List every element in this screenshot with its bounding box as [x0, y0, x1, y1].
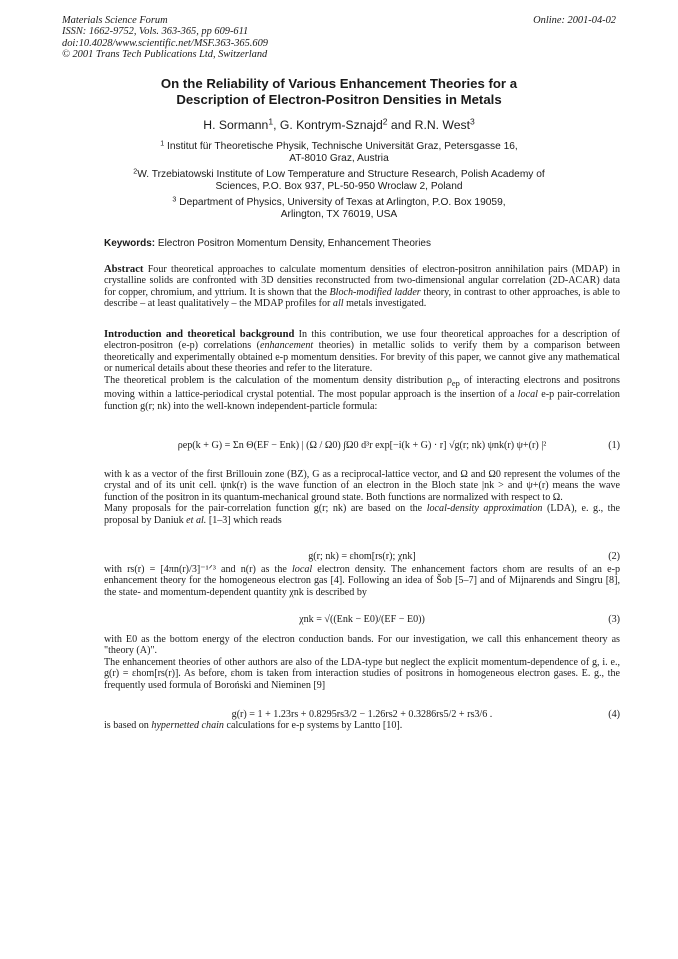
intro-text-5: e-p pair-correlation function g(r; nk) into the well-known independent-particle formula: — [104, 389, 620, 412]
text5-c: calculations for e-p systems by Lantto [10]. — [223, 720, 403, 731]
affil-3-mark: 3 — [172, 195, 177, 204]
intro-text-2: theories) in metallic solids to verify them by a comparison between theoretically and experimentally obtained e-p momentum densities. For brevity of this paper, we cannot give any mathematical or numerical details about these theories and refer to the literature. — [104, 340, 620, 375]
equation-2-formula: g(r; nk) = εhom[rs(r); χnk] — [308, 551, 416, 562]
equation-3-number: (3) — [608, 614, 620, 625]
abstract-text-3: metals investigated. — [343, 298, 427, 310]
intro-text-3: The theoretical problem is the calculation of the momentum density distribution ρ — [104, 374, 452, 386]
intro-sub: ep — [451, 378, 460, 388]
affiliation-1 — [0, 141, 678, 165]
section-heading: Introduction and theoretical background — [104, 329, 295, 340]
online-date: Online: 2001-04-02 — [533, 15, 616, 26]
paragraph-after-eq3 — [104, 634, 620, 691]
author-1: H. Sormann — [203, 118, 269, 132]
affil-2-mark: 2 — [133, 167, 138, 176]
equation-1-formula: ρep(k + G) = Σn Θ(EF − Enk) | (Ω / Ω0) ∫Ω0 d³r exp[−i(k + G) · r] √g(r; nk) ψnk(r) ψ+(r) |² — [177, 440, 547, 451]
paragraph-after-eq2 — [104, 564, 620, 598]
intro-emph-2: local — [517, 389, 538, 401]
title-line-2: Description of Electron-Positron Densities in Metals — [176, 91, 502, 107]
affil-3-line-1: Department of Physics, University of Texas at Arlington, P.O. Box 19059, — [176, 197, 506, 208]
text3-b: local — [291, 564, 313, 575]
paper-title — [0, 76, 678, 107]
text5-a: is based on — [104, 720, 152, 731]
abstract-emph-1: Bloch-modified ladder — [329, 286, 421, 298]
journal-name: Materials Science Forum — [62, 15, 168, 26]
keywords-text: Electron Positron Momentum Density, Enhancement Theories — [155, 238, 431, 249]
equation-3-formula: χnk = √((Enk − E0)/(EF − E0)) — [299, 614, 425, 625]
author-2: , G. Kontrym-Sznajd — [273, 118, 383, 132]
equation-4-number: (4) — [608, 709, 620, 720]
abstract-label: Abstract — [104, 264, 144, 275]
abstract-text-2: theory, in contrast to other approaches, is able to describe – at least qualitatively – the MDAP profiles for — [104, 286, 621, 310]
equation-4-formula: g(r) = 1 + 1.23rs + 0.8295rs3/2 − 1.26rs2 + 0.3286rs5/2 + rs3/6 . — [231, 709, 493, 720]
text5-b: hypernetted chain — [151, 720, 224, 731]
affil-2-line-1: W. Trzebiatowski Institute of Low Temperature and Structure Research, Polish Academy of — [137, 169, 545, 180]
equation-1-number: (1) — [608, 440, 620, 451]
author-3: and R.N. West — [387, 118, 470, 132]
affil-2-line-2: Sciences, P.O. Box 937, PL-50-950 Wroclaw 2, Poland — [215, 181, 463, 192]
paragraph-after-eq4 — [104, 720, 620, 731]
text2-a: Many proposals for the pair-correlation function g(r; nk) are based on the — [104, 503, 427, 515]
author-2-affil: 2 — [382, 116, 388, 127]
text4-line2: The enhancement theories of other authors are also of the LDA-type but neglect the explicit momentum-dependence of g, i. e., g(r) = εhom[rs(r)]. As before, εhom is taken from interaction studies of positrons in homogeneous electron gases. E. g., the frequently used formula of Boroński and Nieminen [9] — [104, 656, 620, 691]
affiliation-3 — [0, 197, 678, 221]
affil-1-mark: 1 — [160, 139, 165, 148]
journal-header — [62, 15, 268, 61]
author-list — [0, 118, 678, 132]
text2-line1: with k as a vector of the first Brillouin zone (BZ), G as a reciprocal-lattice vector, and Ω and Ω0 represent the volumes of the crystal and of its unit cell. ψnk(r) is the wave function of an electron in the Bloch state |nk > and ψ+(r) means the wave function of the positron in its quantum-mechanical ground state. Both functions are normalized with respect to Ω. — [104, 469, 620, 503]
intro-text-1: In this contribution, we use four theoretical approaches for a description of electron-positron (e-p) correlations ( — [104, 329, 620, 352]
author-3-affil: 3 — [469, 116, 475, 127]
keywords — [104, 238, 431, 249]
equation-2-number: (2) — [608, 551, 620, 562]
intro-emph-1: enhancement — [259, 340, 314, 352]
affil-1-line-1: Institut für Theoretische Physik, Technische Universität Graz, Petersgasse 16, — [164, 141, 518, 152]
text2-e: [1–3] which reads — [206, 514, 282, 526]
affiliation-2 — [0, 169, 678, 193]
author-1-affil: 1 — [268, 116, 274, 127]
paragraph-after-eq1 — [104, 469, 620, 526]
text3-a: with rs(r) = [4πn(r)/3]⁻¹ᐟ³ and n(r) as the — [104, 564, 292, 575]
text2-d: et al. — [186, 514, 207, 526]
text3-c: electron density. The enhancement factors εhom are results of an e-p enhancement theory for the homogeneous electron gas [4]. Following an idea of Šob [5–7] and of Mijnarends and Singru [8], the state- and momentum-dependent quantity χnk is described by — [104, 564, 620, 598]
keywords-label: Keywords: — [104, 238, 156, 249]
doi-line[interactable]: doi:10.4028/www.scientific.net/MSF.363-365.609 — [62, 37, 268, 49]
text2-b: local-density approximation — [426, 503, 543, 515]
copyright-line: © 2001 Trans Tech Publications Ltd, Switzerland — [62, 49, 268, 61]
introduction — [104, 329, 620, 412]
issn-line: ISSN: 1662-9752, Vols. 363-365, pp 609-611 — [62, 26, 249, 38]
abstract — [104, 264, 620, 310]
affil-1-line-2: AT-8010 Graz, Austria — [289, 153, 389, 164]
affil-3-line-2: Arlington, TX 76019, USA — [280, 209, 398, 220]
title-line-1: On the Reliability of Various Enhancement Theories for a — [160, 76, 518, 91]
abstract-text-1: Four theoretical approaches to calculate momentum densities of electron-positron annihilation pairs (MDAP) in crystalline solids are confronted with 3D densities reconstructed from two-dimensional angular correlation (2D-ACAR) data for copper, chromium, and yttrium. It is shown that the — [104, 264, 620, 298]
text2-c: (LDA), e. g., the proposal by Daniuk — [104, 503, 620, 526]
abstract-emph-2: all — [332, 298, 344, 310]
intro-text-4: of interacting electrons and positrons moving within a lattice-periodical crystal potential. The most popular approach is the insertion of a — [104, 374, 620, 401]
text4-line1: with E0 as the bottom energy of the electron conduction bands. For our investigation, we call this enhancement theory as "theory (A)". — [104, 634, 620, 657]
